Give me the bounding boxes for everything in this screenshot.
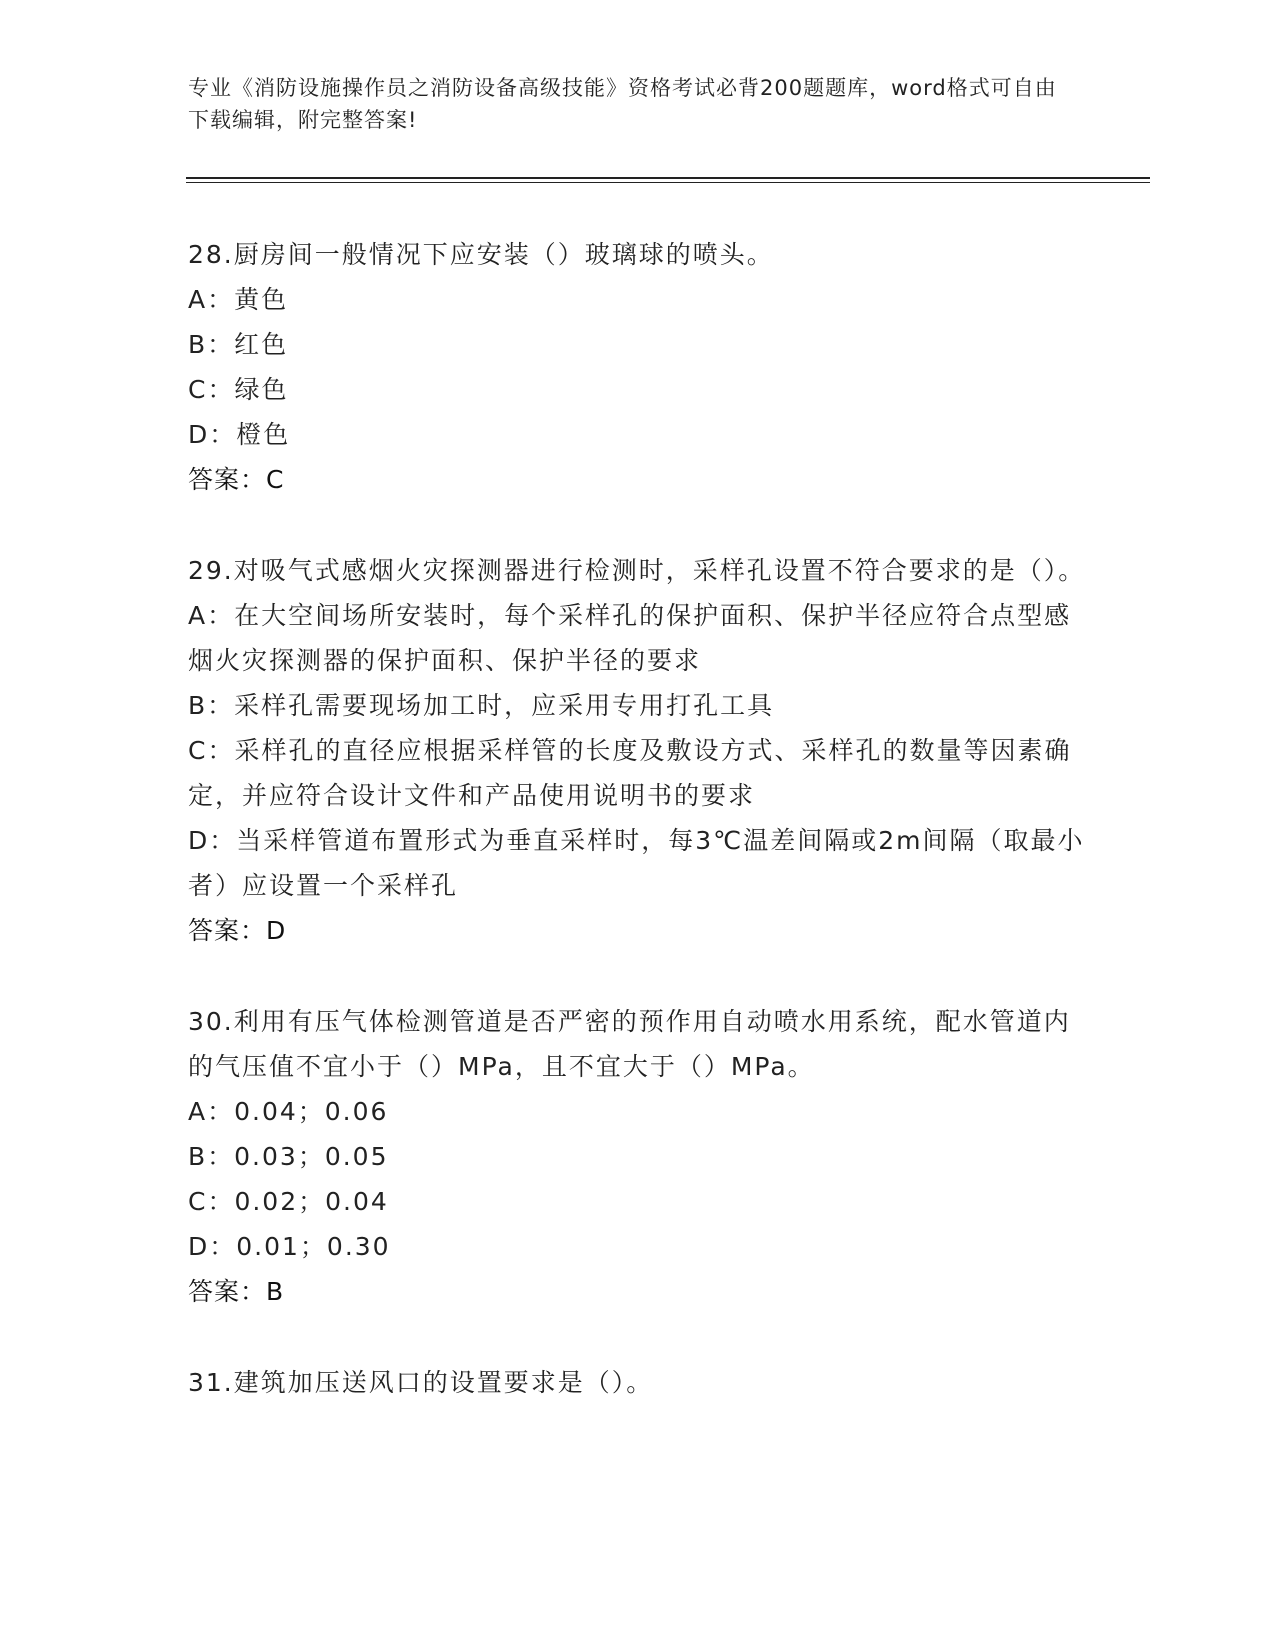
question-stem: 30.利用有压气体检测管道是否严密的预作用自动喷水用系统，配水管道内的气压值不宜小于（）MPa，且不宜大于（）MPa。	[188, 1007, 1071, 1081]
answer: 答案：C	[188, 465, 285, 494]
question-31	[188, 1360, 1088, 1405]
question-29	[188, 548, 1088, 953]
question-list	[188, 232, 1088, 1451]
question-28	[188, 232, 1088, 502]
option-a: A：0.04；0.06	[188, 1097, 389, 1126]
header-divider-thin	[186, 182, 1150, 183]
option-d: D：橙色	[188, 420, 291, 449]
option-d: D：当采样管道布置形式为垂直采样时，每3℃温差间隔或2m间隔（取最小者）应设置一个采样孔	[188, 826, 1085, 900]
option-c: C：采样孔的直径应根据采样管的长度及敷设方式、采样孔的数量等因素确定，并应符合设计文件和产品使用说明书的要求	[188, 736, 1072, 810]
option-d: D：0.01；0.30	[188, 1232, 391, 1261]
option-b: B：红色	[188, 330, 289, 359]
question-stem: 28.厨房间一般情况下应安装（）玻璃球的喷头。	[188, 240, 774, 269]
header-divider-thick	[186, 177, 1150, 179]
option-a: A：黄色	[188, 285, 289, 314]
option-c: C：0.02；0.04	[188, 1187, 389, 1216]
option-a: A：在大空间场所安装时，每个采样孔的保护面积、保护半径应符合点型感烟火灾探测器的保护面积、保护半径的要求	[188, 601, 1072, 675]
option-b: B：0.03；0.05	[188, 1142, 389, 1171]
answer: 答案：D	[188, 916, 287, 945]
question-30	[188, 999, 1088, 1314]
option-b: B：采样孔需要现场加工时，应采用专用打孔工具	[188, 691, 775, 720]
question-stem: 31.建筑加压送风口的设置要求是（）。	[188, 1368, 654, 1397]
option-c: C：绿色	[188, 375, 289, 404]
answer: 答案：B	[188, 1277, 285, 1306]
document-header: 专业《消防设施操作员之消防设备高级技能》资格考试必背200题题库，word格式可自由下载编辑，附完整答案!	[188, 76, 1057, 132]
question-stem: 29.对吸气式感烟火灾探测器进行检测时，采样孔设置不符合要求的是（）。	[188, 556, 1086, 585]
